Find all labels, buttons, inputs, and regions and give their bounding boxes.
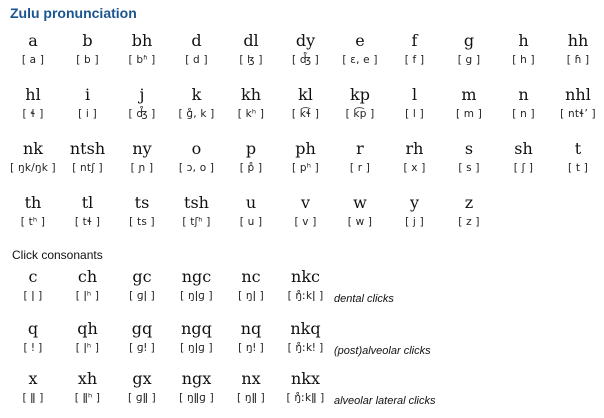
ipa-transcription: [ k͡ɬ ] xyxy=(291,108,320,120)
click-cell xyxy=(170,266,224,304)
ipa-transcription: [ b ] xyxy=(76,54,99,66)
zulu-letter: ny xyxy=(132,139,152,158)
letter-cell xyxy=(551,30,604,68)
click-cell xyxy=(115,368,169,406)
zulu-letter: u xyxy=(245,193,257,212)
letter-cell xyxy=(115,84,169,122)
ipa-transcription: [ l ] xyxy=(405,108,424,120)
zulu-letter: nhl xyxy=(565,85,591,104)
letter-cell xyxy=(6,192,60,230)
zulu-letter: sh xyxy=(514,139,533,158)
letter-cell xyxy=(388,138,442,176)
letter-cell xyxy=(279,30,333,68)
letter-cell xyxy=(333,84,387,122)
letter-cell xyxy=(115,138,169,176)
zulu-letter: ngc xyxy=(181,267,212,286)
zulu-letter: kp xyxy=(350,85,370,104)
zulu-letter: ntsh xyxy=(69,139,106,158)
zulu-letter: i xyxy=(84,85,91,104)
ipa-transcription: [ ʤ̊ ] xyxy=(128,108,156,120)
zulu-letter: nkx xyxy=(290,369,321,388)
letter-cell xyxy=(61,192,115,230)
click-cell xyxy=(61,318,115,356)
zulu-letter: dl xyxy=(243,31,259,50)
zulu-letter: xh xyxy=(77,369,98,388)
zulu-letter: gq xyxy=(131,319,153,338)
letter-cell xyxy=(551,84,604,122)
click-cell xyxy=(61,368,115,406)
zulu-letter: nkc xyxy=(291,267,320,286)
ipa-transcription: [ ntʃ ] xyxy=(72,162,103,174)
click-cell xyxy=(224,318,278,356)
letter-cell xyxy=(61,84,115,122)
letter-cell xyxy=(551,138,604,176)
click-cell xyxy=(6,368,60,406)
zulu-letter: nkq xyxy=(290,319,321,338)
zulu-letter: gx xyxy=(132,369,152,388)
ipa-transcription: [ ʤ̊ ] xyxy=(292,54,319,66)
click-cell xyxy=(279,368,333,406)
zulu-letter: e xyxy=(355,31,365,50)
ipa-transcription: [ ɔ, o ] xyxy=(178,162,215,174)
click-cell xyxy=(279,318,333,356)
ipa-transcription: [ kʰ ] xyxy=(237,108,265,120)
letter-cell xyxy=(442,138,496,176)
letter-cell xyxy=(279,192,333,230)
zulu-letter: m xyxy=(461,85,477,104)
zulu-letter: rh xyxy=(405,139,424,158)
zulu-letter: ch xyxy=(77,267,98,286)
ipa-transcription: [ pʰ ] xyxy=(292,162,319,174)
letter-cell xyxy=(497,30,551,68)
ipa-transcription: [ ntɬʼ ] xyxy=(560,108,596,120)
ipa-transcription: [ ɦ ] xyxy=(566,54,590,66)
letter-cell xyxy=(279,138,333,176)
click-cell xyxy=(224,368,278,406)
ipa-transcription: [ ŋ̊ːkǁ ] xyxy=(286,392,325,404)
click-cell xyxy=(170,318,224,356)
ipa-transcription: [ f ] xyxy=(404,54,425,66)
zulu-letter: hl xyxy=(25,85,41,104)
zulu-letter: qh xyxy=(77,319,98,338)
click-cell xyxy=(115,318,169,356)
letter-cell xyxy=(224,192,278,230)
zulu-letter: l xyxy=(411,85,418,104)
zulu-letter: nk xyxy=(23,139,43,158)
click-type-label: dental clicks xyxy=(334,293,394,305)
ipa-transcription: [ ǀʰ ] xyxy=(75,342,100,354)
click-cell xyxy=(61,266,115,304)
click-cell xyxy=(279,266,333,304)
zulu-letter: p xyxy=(245,139,257,158)
ipa-transcription: [ ʃ ] xyxy=(513,162,534,174)
letter-cell xyxy=(115,192,169,230)
letter-cell xyxy=(170,138,224,176)
zulu-letter: nx xyxy=(241,369,261,388)
zulu-letter: s xyxy=(464,139,474,158)
ipa-transcription: [ v ] xyxy=(294,216,317,228)
ipa-transcription: [ ɛ, e ] xyxy=(342,54,378,66)
letter-cell xyxy=(388,84,442,122)
ipa-transcription: [ i ] xyxy=(78,108,97,120)
ipa-transcription: [ ǃ ] xyxy=(23,342,43,354)
zulu-letter: bh xyxy=(131,31,153,50)
letter-cell xyxy=(279,84,333,122)
letter-cell xyxy=(333,138,387,176)
ipa-transcription: [ x ] xyxy=(403,162,426,174)
ipa-transcription: [ ɡǀ ] xyxy=(129,290,155,302)
letter-cell xyxy=(170,84,224,122)
letter-cell xyxy=(333,30,387,68)
ipa-transcription: [ tɬ ] xyxy=(74,216,101,228)
ipa-transcription: [ m ] xyxy=(455,108,483,120)
ipa-transcription: [ ŋǀ ] xyxy=(238,290,264,302)
letter-cell xyxy=(224,138,278,176)
zulu-letter: o xyxy=(191,139,202,158)
letter-cell xyxy=(442,30,496,68)
ipa-transcription: [ ŋǁɡ ] xyxy=(179,392,214,404)
click-cell xyxy=(115,266,169,304)
ipa-transcription: [ tʃʰ ] xyxy=(182,216,211,228)
zulu-letter: tl xyxy=(81,193,94,212)
ipa-transcription: [ ŋǁ ] xyxy=(237,392,265,404)
ipa-transcription: [ ǀʰ ] xyxy=(75,290,100,302)
letter-cell xyxy=(6,30,60,68)
ipa-transcription: [ u ] xyxy=(239,216,263,228)
zulu-letter: h xyxy=(518,31,529,50)
ipa-transcription: [ ǁʰ ] xyxy=(74,392,101,404)
ipa-transcription: [ tʰ ] xyxy=(20,216,46,228)
ipa-transcription: [ ŋǀɡ ] xyxy=(180,290,213,302)
letter-cell xyxy=(224,30,278,68)
letter-cell xyxy=(442,84,496,122)
zulu-letter: k xyxy=(191,85,202,104)
zulu-letter: j xyxy=(139,85,145,104)
ipa-transcription: [ ŋǃ ] xyxy=(238,342,264,354)
ipa-transcription: [ ɡǁ ] xyxy=(128,392,156,404)
letter-cell xyxy=(170,192,224,230)
zulu-letter: ph xyxy=(295,139,316,158)
ipa-transcription: [ a ] xyxy=(21,54,45,66)
ipa-transcription: [ k͡p ] xyxy=(345,108,375,120)
ipa-transcription: [ r ] xyxy=(349,162,371,174)
letter-cell xyxy=(224,84,278,122)
ipa-transcription: [ ǁ ] xyxy=(22,392,44,404)
zulu-letter: y xyxy=(409,193,420,212)
ipa-transcription: [ p̊ ] xyxy=(239,162,263,174)
click-cell xyxy=(224,266,278,304)
ipa-transcription: [ ŋ̊ːkǀ ] xyxy=(287,290,324,302)
zulu-letter: x xyxy=(28,369,38,388)
letter-cell xyxy=(333,192,387,230)
ipa-transcription: [ ts ] xyxy=(129,216,155,228)
ipa-transcription: [ ɲ ] xyxy=(130,162,154,174)
zulu-letter: gc xyxy=(132,267,152,286)
ipa-transcription: [ w ] xyxy=(347,216,373,228)
zulu-letter: t xyxy=(574,139,582,158)
zulu-letter: c xyxy=(28,267,38,286)
click-consonants-heading: Click consonants xyxy=(12,248,103,262)
zulu-letter: hh xyxy=(567,31,589,50)
zulu-letter: z xyxy=(464,193,474,212)
letter-cell xyxy=(388,30,442,68)
zulu-letter: d xyxy=(191,31,202,50)
ipa-transcription: [ j ] xyxy=(405,216,424,228)
letter-cell xyxy=(61,30,115,68)
letter-cell xyxy=(115,30,169,68)
ipa-transcription: [ s ] xyxy=(458,162,480,174)
ipa-transcription: [ g ] xyxy=(457,54,481,66)
letter-cell xyxy=(6,138,60,176)
zulu-letter: r xyxy=(356,139,364,158)
ipa-transcription: [ t ] xyxy=(568,162,588,174)
ipa-transcription: [ bʱ ] xyxy=(128,54,156,66)
zulu-letter: q xyxy=(27,319,39,338)
letter-cell xyxy=(497,84,551,122)
ipa-transcription: [ ŋ̊ːkǃ ] xyxy=(287,342,324,354)
ipa-transcription: [ ɡ̊, k ] xyxy=(178,108,215,120)
zulu-letter: b xyxy=(82,31,93,50)
ipa-transcription: [ d ] xyxy=(185,54,208,66)
ipa-transcription: [ ɮ ] xyxy=(239,54,263,66)
ipa-transcription: [ ŋǀɡ ] xyxy=(180,342,213,354)
ipa-transcription: [ h ] xyxy=(512,54,535,66)
zulu-letter: ngx xyxy=(181,369,212,388)
zulu-letter: nc xyxy=(241,267,261,286)
page-title: Zulu pronunciation xyxy=(10,5,137,21)
zulu-letter: w xyxy=(353,193,367,212)
zulu-letter: ngq xyxy=(181,319,212,338)
letter-cell xyxy=(6,84,60,122)
click-cell xyxy=(6,266,60,304)
click-type-label: alveolar lateral clicks xyxy=(334,395,436,407)
letter-cell xyxy=(170,30,224,68)
ipa-transcription: [ ŋk/ŋk ] xyxy=(10,162,56,174)
letter-cell xyxy=(497,138,551,176)
click-cell xyxy=(170,368,224,406)
zulu-letter: a xyxy=(28,31,38,50)
zulu-letter: v xyxy=(300,193,311,212)
ipa-transcription: [ ɬ ] xyxy=(22,108,44,120)
zulu-letter: f xyxy=(411,31,418,50)
zulu-letter: kl xyxy=(298,85,313,104)
zulu-letter: ts xyxy=(134,193,150,212)
zulu-letter: kh xyxy=(241,85,261,104)
letter-cell xyxy=(388,192,442,230)
ipa-transcription: [ z ] xyxy=(458,216,480,228)
click-cell xyxy=(6,318,60,356)
letter-cell xyxy=(61,138,115,176)
zulu-letter: g xyxy=(463,31,475,50)
ipa-transcription: [ n ] xyxy=(512,108,535,120)
zulu-letter: nq xyxy=(240,319,262,338)
click-type-label: (post)alveolar clicks xyxy=(334,345,431,357)
zulu-letter: dy xyxy=(295,31,316,50)
zulu-letter: th xyxy=(24,193,42,212)
ipa-transcription: [ ǀ ] xyxy=(23,290,43,302)
zulu-letter: n xyxy=(518,85,529,104)
zulu-letter: tsh xyxy=(184,193,209,212)
ipa-transcription: [ ɡǃ ] xyxy=(129,342,155,354)
letter-cell xyxy=(442,192,496,230)
